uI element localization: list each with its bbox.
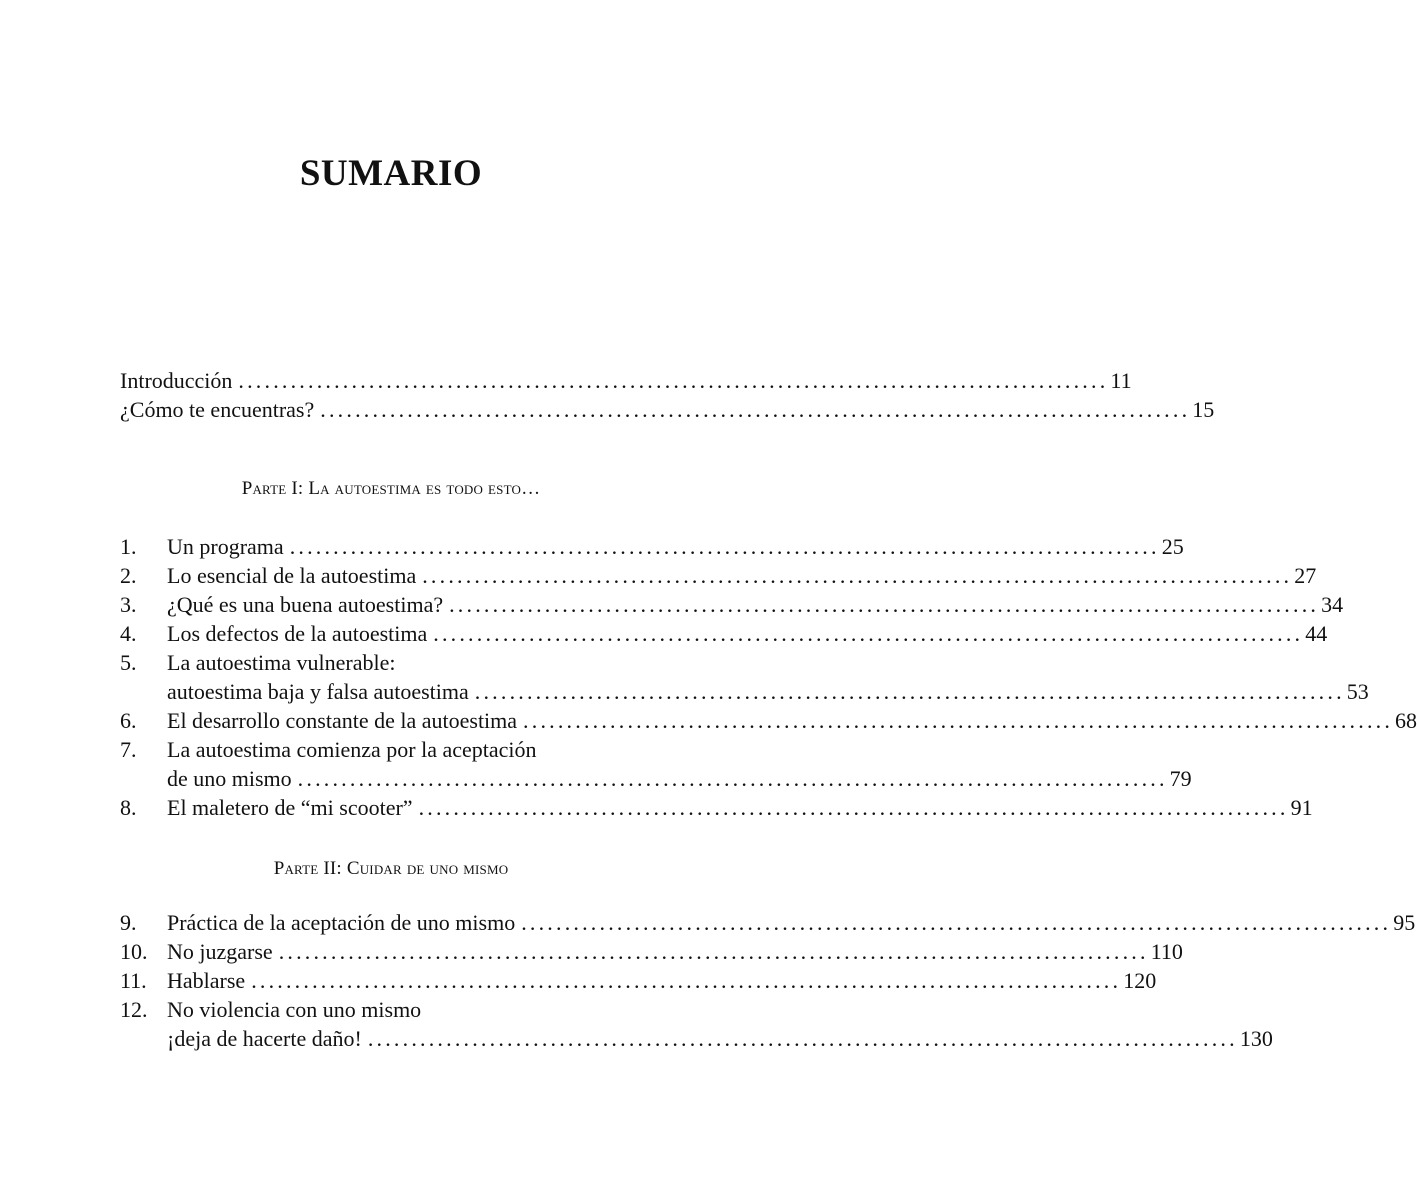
entry-title-line1: La autoestima comienza por la aceptación <box>167 737 537 762</box>
page-number: 120 <box>1123 968 1157 993</box>
dot-leader: .................................................................................................... <box>297 766 1168 791</box>
chapter-number: 11. <box>120 968 147 993</box>
toc-entry <box>120 937 1183 966</box>
entry-title: Hablarse <box>167 966 251 995</box>
intro-list <box>120 366 1215 424</box>
toc-entry-line1 <box>120 648 682 677</box>
entry-title: autoestima baja y falsa autoestima <box>167 677 475 706</box>
page-number: 44 <box>1305 621 1328 646</box>
dot-leader: .................................................................................................... <box>422 563 1293 588</box>
toc-entry <box>120 366 1132 395</box>
dot-leader: .................................................................................................... <box>523 708 1394 733</box>
entry-title: El maletero de “mi scooter” <box>167 793 419 822</box>
dot-leader: .................................................................................................... <box>238 368 1109 393</box>
toc-entry <box>120 532 1184 561</box>
dot-leader: .................................................................................................... <box>449 592 1320 617</box>
page-title: SUMARIO <box>299 153 483 194</box>
part1-list <box>120 532 1417 822</box>
entry-title: Introducción <box>120 366 238 395</box>
toc-entry <box>120 590 1344 619</box>
entry-title: Los defectos de la autoestima <box>167 619 433 648</box>
toc-entry-line1 <box>120 735 682 764</box>
entry-title: de uno mismo <box>167 764 298 793</box>
chapter-number: 3. <box>120 592 137 617</box>
chapter-number: 12. <box>120 997 148 1022</box>
part-heading: Parte I: La autoestima es todo esto… <box>241 478 541 499</box>
toc-entry <box>120 908 1416 937</box>
chapter-number: 2. <box>120 563 137 588</box>
page-number: 130 <box>1239 1026 1273 1051</box>
dot-leader: .................................................................................................... <box>320 397 1191 422</box>
page-number: 27 <box>1294 563 1317 588</box>
dot-leader: .................................................................................................... <box>251 968 1122 993</box>
dot-leader: .................................................................................................... <box>433 621 1304 646</box>
chapter-number: 8. <box>120 795 137 820</box>
entry-title: Un programa <box>167 532 290 561</box>
toc-entry <box>120 561 1317 590</box>
chapter-number: 5. <box>120 650 137 675</box>
entry-title: El desarrollo constante de la autoestima <box>167 706 523 735</box>
dot-leader: .................................................................................................... <box>521 910 1392 935</box>
page-number: 53 <box>1346 679 1369 704</box>
chapter-number: 7. <box>120 737 137 762</box>
chapter-number: 1. <box>120 534 137 559</box>
page-number: 68 <box>1395 708 1417 733</box>
entry-title: Práctica de la aceptación de uno mismo <box>167 908 521 937</box>
chapter-number: 4. <box>120 621 137 646</box>
page-number: 95 <box>1393 910 1416 935</box>
dot-leader: .................................................................................................... <box>474 679 1345 704</box>
chapter-number: 6. <box>120 708 137 733</box>
page-number: 15 <box>1192 397 1215 422</box>
page-number: 25 <box>1161 534 1184 559</box>
toc-entry-line1 <box>120 995 682 1024</box>
toc-entry <box>120 619 1328 648</box>
entry-title: ¿Qué es una buena autoestima? <box>167 590 449 619</box>
toc-entry <box>120 764 1192 793</box>
chapter-number: 10. <box>120 939 148 964</box>
dot-leader: .................................................................................................... <box>278 939 1149 964</box>
page-number: 34 <box>1321 592 1344 617</box>
dot-leader: .................................................................................................... <box>367 1026 1238 1051</box>
page-number: 110 <box>1150 939 1183 964</box>
entry-title: Lo esencial de la autoestima <box>167 561 422 590</box>
page-number: 11 <box>1110 368 1132 393</box>
toc-entry <box>120 966 1157 995</box>
toc-entry <box>120 677 1369 706</box>
entry-title: No juzgarse <box>167 937 279 966</box>
dot-leader: .................................................................................................... <box>418 795 1289 820</box>
toc-entry <box>120 1024 1273 1053</box>
page-number: 79 <box>1169 766 1192 791</box>
entry-title-line1: No violencia con uno mismo <box>167 997 422 1022</box>
dot-leader: .................................................................................................... <box>289 534 1160 559</box>
part-heading: Parte II: Cuidar de uno mismo <box>273 858 509 879</box>
page-number: 91 <box>1290 795 1313 820</box>
toc-entry <box>120 793 1313 822</box>
toc-entry <box>120 395 1215 424</box>
chapter-number: 9. <box>120 910 137 935</box>
entry-title: ¡deja de hacerte daño! <box>167 1024 368 1053</box>
toc-entry <box>120 706 1417 735</box>
part2-list <box>120 908 1416 1053</box>
entry-title: ¿Cómo te encuentras? <box>120 395 320 424</box>
entry-title-line1: La autoestima vulnerable: <box>167 650 396 675</box>
